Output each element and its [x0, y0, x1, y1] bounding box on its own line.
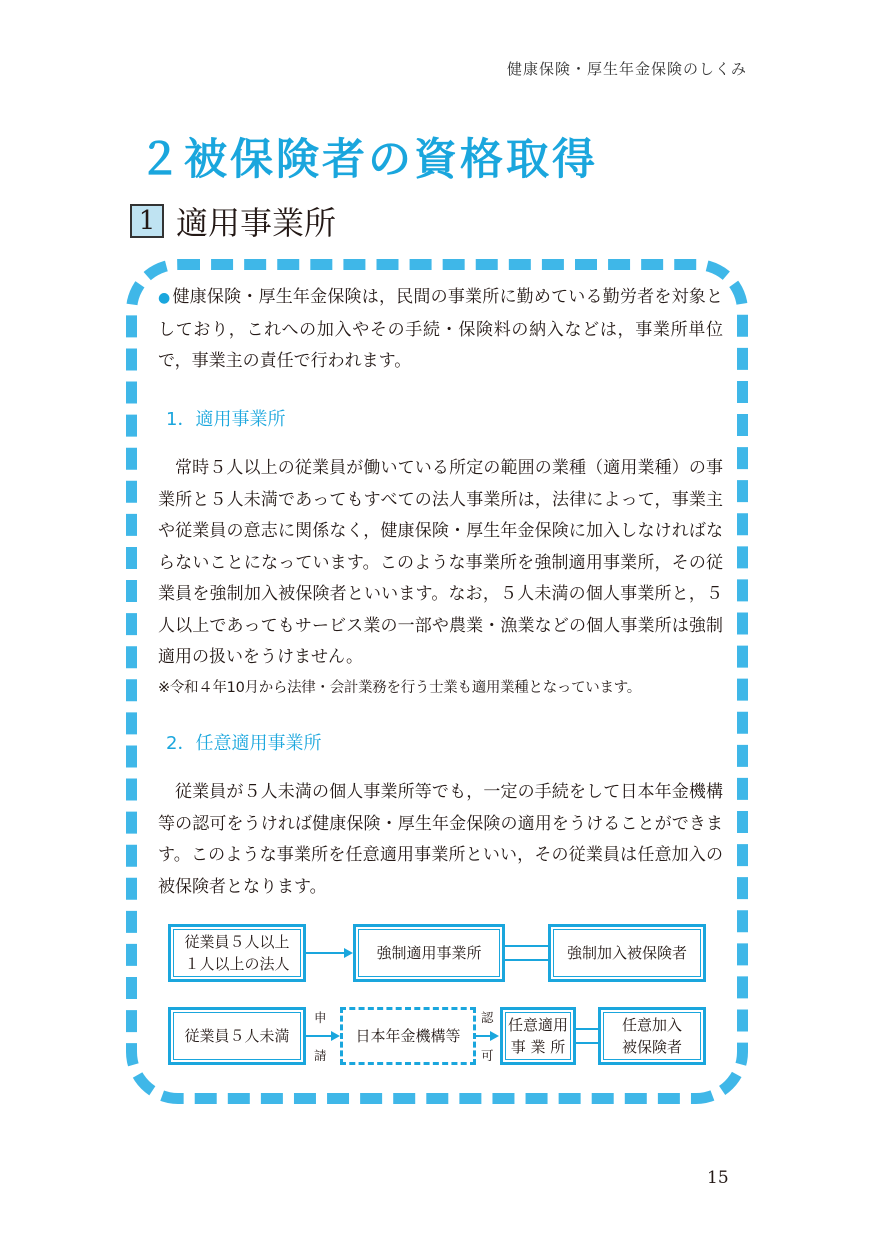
page-number: 15	[707, 1168, 729, 1188]
label-approve-bottom: 可	[481, 1048, 494, 1063]
content-body	[158, 282, 723, 903]
diagram-box-mandatory-insured: 強制加入被保険者	[548, 924, 706, 982]
subsection-heading-1: 1．適用事業所	[166, 408, 286, 430]
label-approve-top: 認	[481, 1010, 494, 1025]
intro-text: 健康保険・厚生年金保険は，民間の事業所に勤めている勤労者を対象としており，これへの加入やその手続・保険料の納入などは，事業所単位で，事業主の責任で行われます。	[158, 287, 724, 371]
connector-line	[505, 945, 548, 947]
diagram-box-under-five: 従業員５人未満	[168, 1007, 306, 1065]
arrow-line	[306, 1035, 333, 1037]
section-title-text: 適用事業所	[176, 204, 337, 242]
intro-paragraph	[158, 282, 723, 378]
connector-line	[576, 1028, 598, 1030]
arrow-icon	[331, 1031, 340, 1041]
subsection-1-note: ※令和４年10月から法律・会計業務を行う士業も適用業種となっています。	[158, 679, 641, 696]
arrow-line	[306, 952, 344, 954]
diagram-box-five-or-more-line1: 従業員５人以上	[184, 933, 290, 951]
subsection-2-text: 従業員が５人未満の個人事業所等でも，一定の手続をして日本年金機構等の認可をうければ健康保険・厚生年金保険の適用をうけることができます。このような事業所を任意適用事業所といい，その従業員は任意加入の被保険者となります。	[158, 782, 723, 897]
diagram-box-five-or-more	[168, 924, 306, 982]
running-header: 健康保険・厚生年金保険のしくみ	[506, 60, 747, 78]
connector-line	[576, 1042, 598, 1044]
flow-diagram	[168, 922, 708, 1072]
diagram-box-voluntary-insured	[598, 1007, 706, 1065]
arrow-icon	[490, 1031, 499, 1041]
diagram-box-voluntary-office-line2: 事 業 所	[510, 1038, 566, 1056]
section-title	[130, 198, 336, 244]
diagram-box-voluntary-office	[500, 1007, 576, 1065]
diagram-box-voluntary-insured-line1: 任意加入	[621, 1016, 682, 1034]
diagram-box-voluntary-insured-line2: 被保険者	[621, 1038, 682, 1056]
diagram-box-mandatory-office: 強制適用事業所	[353, 924, 505, 982]
label-apply-top: 申	[314, 1010, 327, 1025]
diagram-box-five-or-more-line2: １人以上の法人	[184, 955, 290, 973]
arrow-icon	[344, 948, 353, 958]
bullet-icon: ●	[158, 290, 171, 306]
subsection-heading-2: 2．任意適用事業所	[166, 732, 322, 754]
section-number-badge: 1	[130, 204, 164, 238]
chapter-title: ２被保険者の資格取得	[138, 135, 598, 185]
diagram-box-pension-service: 日本年金機構等	[340, 1007, 476, 1065]
diagram-box-voluntary-office-line1: 任意適用	[507, 1016, 568, 1034]
label-apply-bottom: 請	[314, 1048, 327, 1063]
subsection-1-text: 常時５人以上の従業員が働いている所定の範囲の業種（適用業種）の事業所と５人未満であってもすべての法人事業所は，法律によって，事業主や従業員の意志に関係なく，健康保険・厚生年金保険に加入しなければならないことになっています。このような事業所を強制適用事業所，その従業員を強制加入被保険者といいます。なお，５人未満の個人事業所と，５人以上であってもサービス業の一部や農業・漁業などの個人事業所は強制適用の扱いをうけません。	[158, 458, 723, 667]
connector-line	[505, 959, 548, 961]
